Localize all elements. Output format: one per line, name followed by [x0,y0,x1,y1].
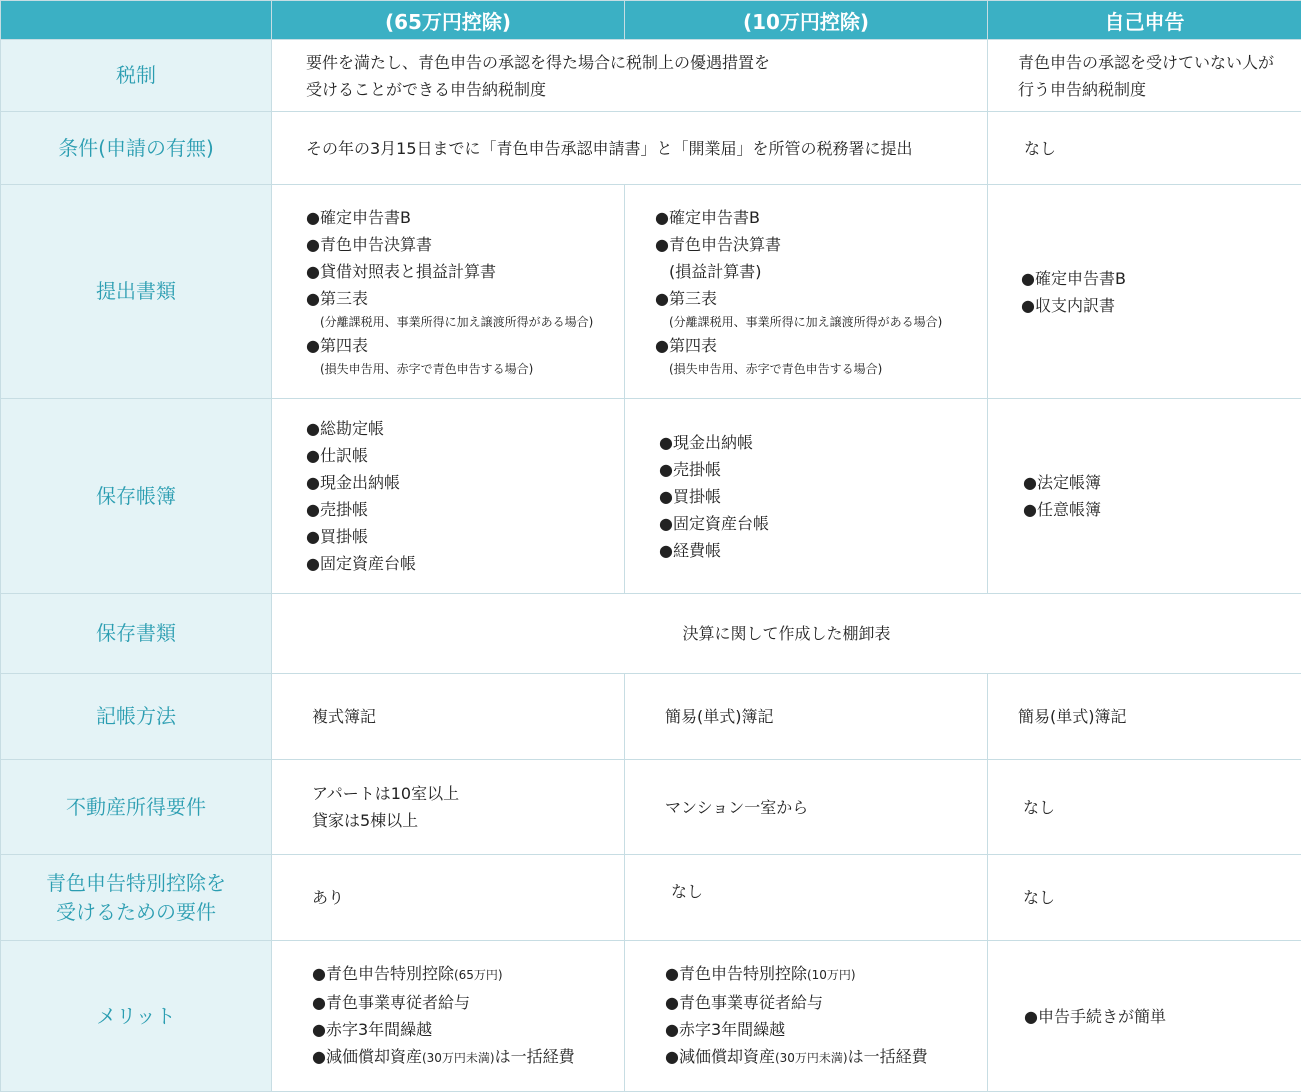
list-item: ●収支内訳書 [1021,295,1115,315]
list-item: ●固定資産台帳 [306,554,416,573]
merits-65 [272,941,625,1092]
taxsystem-self [988,40,1301,112]
row-label-submission: 提出書類 [1,185,272,399]
conditions-self: なし [988,112,1301,185]
deduction-req-self: なし [988,855,1301,941]
header-blank [1,1,272,40]
merit-note: (10万円) [806,968,856,982]
merit-note: (30万円未満) [774,1051,848,1065]
header-self: 自己申告 [988,1,1301,40]
list-item: ●第四表 [655,336,717,355]
list-item: ●買掛帳 [306,527,368,546]
merit-note: (30万円未満) [421,1051,495,1065]
list-item: ●現金出納帳 [659,432,753,452]
row-ledgers [1,399,1301,594]
list-item [665,960,987,989]
list-note: (分離課税用、事業所得に加え譲渡所得がある場合) [320,315,594,329]
list-item: ●買掛帳 [659,486,721,506]
documents-all: 決算に関して作成した棚卸表 [272,594,1301,674]
list-item: ●経費帳 [659,540,721,560]
header-row [1,1,1301,40]
ledgers-65 [272,399,625,594]
row-taxsystem [1,40,1301,112]
row-submission [1,185,1301,399]
ledgers-10 [625,399,988,594]
list-item: ●第四表 [306,336,368,355]
list-item: ●仕訳帳 [306,446,368,465]
taxsystem-blue [272,40,988,112]
merit-note: (65万円) [453,968,503,982]
row-label-line1: 青色申告特別控除を [46,870,226,895]
taxsystem-self-line1: 青色申告の承認を受けていない人が [1018,52,1275,72]
list-item: ●任意帳簿 [1023,500,1101,519]
row-realestate [1,760,1301,855]
list-item: ●固定資産台帳 [659,513,769,533]
merit-text: は一括経費 [494,1047,575,1066]
row-merits [1,941,1301,1092]
list-item: ●青色事業専従者給与 [312,993,470,1012]
list-item: ●青色事業専従者給与 [665,993,823,1012]
list-item: ●法定帳簿 [1023,473,1101,492]
list-item: ●確定申告書B [655,208,760,227]
realestate-self: なし [988,760,1301,855]
conditions-blue: その年の3月15日までに「青色申告承認申請書」と「開業届」を所管の税務署に提出 [272,112,988,185]
list-note: (損失申告用、赤字で青色申告する場合) [669,362,883,376]
header-65: (65万円控除) [272,1,625,40]
list-note: (損失申告用、赤字で青色申告する場合) [320,362,534,376]
list-item: ●総勘定帳 [306,419,384,438]
row-label-line2: 受けるための要件 [56,899,216,924]
list-item: (損益計算書) [669,262,762,281]
list-item [312,1043,624,1072]
list-note: (分離課税用、事業所得に加え譲渡所得がある場合) [669,315,943,329]
row-label-bookkeeping: 記帳方法 [1,674,272,760]
realestate-65 [272,760,625,855]
row-label-documents: 保存書類 [1,594,272,674]
row-label-merits: メリット [1,941,272,1092]
row-documents [1,594,1301,674]
realestate-65-line2: 貸家は5棟以上 [312,811,419,830]
list-item: ●確定申告書B [1021,268,1126,288]
merit-text: ●減価償却資産 [665,1047,775,1066]
taxsystem-self-line2: 行う申告納税制度 [1018,79,1147,99]
merit-text: ●減価償却資産 [312,1047,422,1066]
list-item: ●赤字3年間繰越 [312,1020,433,1039]
bookkeeping-65: 複式簿記 [272,674,625,760]
deduction-req-65: あり [272,855,625,941]
merit-text: ●青色申告特別控除 [665,964,807,983]
realestate-10: マンション一室から [625,760,988,855]
row-deduction-requirement [1,855,1301,941]
submission-self [988,185,1301,399]
list-item: ●売掛帳 [659,459,721,479]
row-label-deduction-requirement [1,855,272,941]
merit-text: ●青色申告特別控除 [312,964,454,983]
list-item: ●確定申告書B [306,208,411,227]
list-item: ●現金出納帳 [306,473,400,492]
submission-65 [272,185,625,399]
realestate-65-line1: アパートは10室以上 [312,784,460,803]
taxsystem-blue-line2: 受けることができる申告納税制度 [306,79,547,99]
list-item: ●貸借対照表と損益計算書 [306,262,496,281]
row-label-realestate: 不動産所得要件 [1,760,272,855]
row-conditions [1,112,1301,185]
list-item: ●売掛帳 [306,500,368,519]
list-item: ●青色申告決算書 [655,235,781,254]
taxsystem-blue-line1: 要件を満たし、青色申告の承認を得た場合に税制上の優遇措置を [306,52,771,72]
list-item: ●第三表 [306,289,368,308]
row-label-conditions: 条件(申請の有無) [1,112,272,185]
merits-10 [625,941,988,1092]
bookkeeping-10: 簡易(単式)簿記 [625,674,988,760]
list-item [665,1043,987,1072]
merit-text: は一括経費 [847,1047,928,1066]
ledgers-self [988,399,1301,594]
row-label-taxsystem: 税制 [1,40,272,112]
list-item [312,960,624,989]
row-bookkeeping [1,674,1301,760]
merits-self: ●申告手続きが簡単 [988,941,1301,1092]
list-item: ●青色申告決算書 [306,235,432,254]
list-item: ●第三表 [655,289,717,308]
row-label-ledgers: 保存帳簿 [1,399,272,594]
header-10: (10万円控除) [625,1,988,40]
list-item: ●赤字3年間繰越 [665,1020,786,1039]
submission-10 [625,185,988,399]
bookkeeping-self: 簡易(単式)簿記 [988,674,1301,760]
deduction-req-10: なし [625,855,988,941]
